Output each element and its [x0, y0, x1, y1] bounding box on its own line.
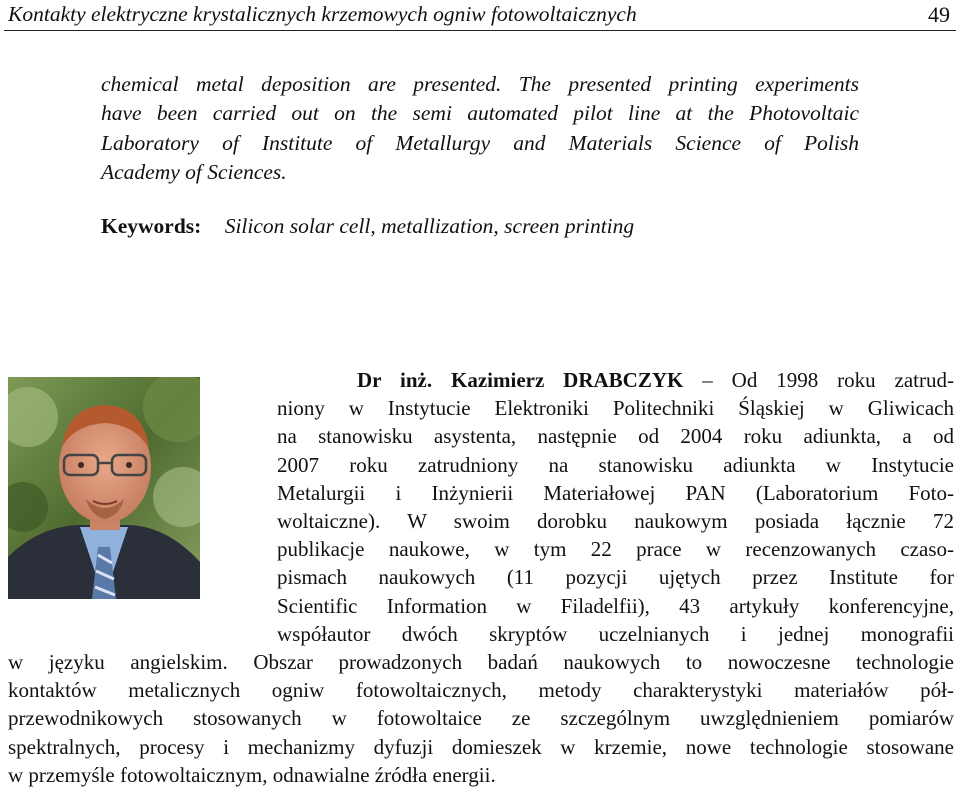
abstract-line: Academy of Sciences. [101, 159, 287, 184]
author-bio [277, 366, 954, 648]
running-title: Kontakty elektryczne krystalicznych krzemowych ogniw fotowoltaicznych [8, 2, 637, 26]
keywords-label: Keywords: [101, 214, 202, 238]
abstract-text [101, 70, 859, 187]
bio-first-line-text: – Od 1998 roku zatrud- [683, 368, 954, 392]
author-name: Dr inż. Kazimierz DRABCZYK [357, 368, 684, 392]
bio-line: publikacje naukowe, w tym 22 prace w recenzowanych czaso- [277, 537, 954, 562]
bio-line: Scientific Information w Filadelfii), 43 artykuły konferencyjne, [277, 593, 954, 618]
bio-line: w przemyśle fotowoltaicznym, odnawialne źródła energii. [8, 762, 496, 787]
author-bio-continued [8, 648, 954, 789]
bio-line: Metalurgii i Inżynierii Materiałowej PAN (Laboratorium Foto- [277, 480, 954, 505]
page-header [4, 0, 956, 31]
page-number: 49 [928, 2, 950, 27]
bio-line: pismach naukowych (11 pozycji ujętych przez Institute for [277, 565, 954, 590]
author-portrait-image [8, 377, 200, 599]
bio-line: 2007 roku zatrudniony na stanowisku adiunkta w Instytucie [277, 452, 954, 477]
bio-line: współautor dwóch skryptów uczelnianych i jednej monografii [277, 621, 954, 646]
abstract-line: chemical metal deposition are presented. The presented printing experiments [101, 72, 859, 96]
bio-line: w języku angielskim. Obszar prowadzonych badań naukowych to nowoczesne technologie [8, 650, 954, 674]
keywords [101, 214, 634, 239]
bio-first-line [277, 366, 954, 394]
bio-line: niony w Instytucie Elektroniki Politechniki Śląskiej w Gliwicach [277, 396, 954, 421]
author-portrait [8, 377, 200, 599]
bio-line: spektralnych, procesy i mechanizmy dyfuzji domieszek w krzemie, nowe technologie stosowane [8, 734, 954, 759]
bio-line: woltaiczne). W swoim dorobku naukowym posiada łącznie 72 [277, 509, 954, 534]
bio-line: kontaktów metalicznych ogniw fotowoltaicznych, metody charakterystyki materiałów pół- [8, 678, 954, 703]
keywords-value: Silicon solar cell, metallization, screen printing [224, 214, 635, 238]
bio-line: przewodnikowych stosowanych w fotowoltaice ze szczególnym uwzględnieniem pomiarów [8, 706, 954, 731]
abstract-line: have been carried out on the semi automated pilot line at the Photovoltaic [101, 101, 859, 126]
bio-line: na stanowisku asystenta, następnie od 2004 roku adiunkta, a od [277, 424, 954, 449]
abstract-line: Laboratory of Institute of Metallurgy and Materials Science of Polish [101, 130, 859, 155]
